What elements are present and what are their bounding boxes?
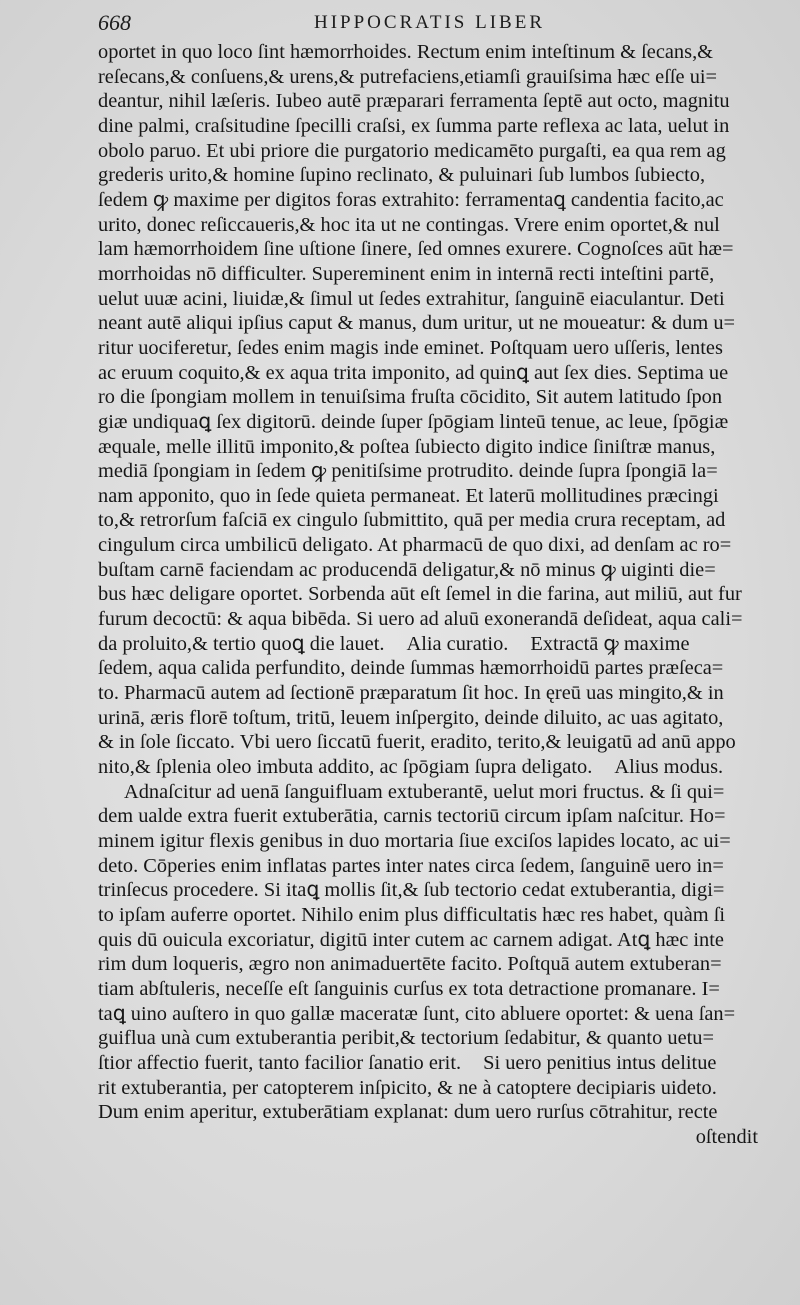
text-segment: Si uero penitius intus delitue	[483, 1051, 717, 1074]
section-heading-alius-modus: Alius modus.	[614, 756, 724, 779]
text-line: ritur uociferetur, ſedes enim magis inde eminet. Poſtquam uero uſſeris, lentes	[98, 336, 723, 359]
paragraph-start-line: Adnaſcitur ad uenā ſanguifluam extuberantē, uelut mori fructus. & ſi qui=	[124, 780, 725, 803]
text-line: tiam abſtuleris, neceſſe eſt ſanguinis curſus ex tota detractione promanare. I=	[98, 977, 720, 1000]
text-line: obolo paruo. Et ubi priore die purgatorio medicamēto purgaſti, ea qua rem ag	[98, 139, 726, 162]
page-number: 668	[98, 10, 131, 35]
text-line: nam apponito, quo in ſede quieta permaneat. Et laterū mollitudines præcingi	[98, 484, 719, 507]
text-line: cingulum circa umbilicū deligato. At pharmacū de quo dixi, ad denſam ac ro=	[98, 534, 732, 557]
text-line: rit extuberantia, per catopterem inſpicito, & ne à catoptere decipiaris uideto.	[98, 1076, 717, 1099]
text-line: oportet in quo loco ſint hæmorrhoides. Rectum enim inteſtinum & ſecans,&	[98, 41, 714, 63]
text-line: uelut uuæ acini, liuidæ,& ſimul ut ſedes extrahitur, ſanguinē eiaculantur. Deti	[98, 287, 725, 310]
text-line: deto. Cōperies enim inflatas partes inter nates circa ſedem, ſanguinē uero in=	[98, 854, 724, 877]
text-line: neant autē aliqui ipſius caput & manus, dum uritur, ut ne moueatur: & dum u=	[98, 312, 736, 335]
text-line: ro die ſpongiam mollem in tenuiſsima fruſta cōcidito, Sit autem latitudo ſpon	[98, 386, 723, 409]
text-line: ſedem ꝙ maxime per digitos foras extrahito: ferramentaꝗ candentia facito,ac	[98, 188, 724, 211]
text-line: to. Pharmacū autem ad ſectionē præparatum ſit hoc. In ęreū uas mingito,& in	[98, 682, 724, 705]
text-line: rim dum loqueris, ægro non animaduertēte facito. Poſtquā autem extuberan=	[98, 953, 722, 976]
text-line: mediā ſpongiam in ſedem ꝙ penitiſsime protrudito. deinde ſupra ſpongiā la=	[98, 460, 718, 483]
text-line: bus hæc deligare oportet. Sorbenda aūt eſt ſemel in die farina, aut miliū, aut fur	[98, 583, 742, 606]
section-heading-alia-curatio: Alia curatio.	[406, 632, 509, 655]
text-segment: nito,& ſplenia oleo imbuta addito, ac ſpōgiam ſupra deligato.	[98, 756, 593, 779]
body-text	[98, 40, 758, 1150]
text-line: giæ undiquaꝗ ſex digitorū. deinde ſuper ſpōgiam linteū tenue, ac leue, ſpōgiæ	[98, 410, 729, 433]
text-line: grederis urito,& homine ſupino reclinato, & puluinari ſub lumbos ſubiecto,	[98, 164, 706, 187]
text-line: urinā, æris florē toſtum, tritū, leuem inſpergito, deinde diluito, ac uas agitato,	[98, 706, 724, 729]
text-line: dine palmi, craſsitudine ſpecilli craſsi, ex ſumma parte reflexa ac lata, uelut in	[98, 114, 730, 137]
text-line: quis dū ouicula excoriatur, digitū inter cutem ac carnem adigat. Atꝗ hæc inte	[98, 928, 724, 951]
text-line: furum decoctū: & aqua bibēda. Si uero ad aluū exonerandā deſideat, aqua cali=	[98, 608, 743, 631]
text-line-with-heading	[98, 1051, 758, 1076]
text-line: deantur, nihil læſeris. Iubeo autē præparari ferramenta ſeptē aut octo, magnitu	[98, 90, 730, 113]
text-line: lam hæmorrhoidem ſine uſtione ſinere, ſed omnes exurere. Cognoſces aūt hæ=	[98, 238, 734, 261]
text-segment: Extractā ꝙ maxime	[530, 632, 690, 655]
text-line: to ipſam auferre oportet. Nihilo enim plus difficultatis hæc res habet, quàm ſi	[98, 903, 726, 926]
page-header	[98, 10, 762, 38]
text-line: buſtam carnē faciendam ac producendā deligatur,& nō minus ꝙ uiginti die=	[98, 558, 716, 581]
text-line-with-heading	[98, 755, 758, 780]
text-line: & in ſole ſiccato. Vbi uero ſiccatū fuerit, eradito, terito,& leuigatū ad anū appo	[98, 731, 736, 754]
text-line: reſecans,& conſuens,& urens,& putrefaciens,etiamſi grauiſsima hæc eſſe ui=	[98, 65, 718, 88]
running-title: HIPPOCRATIS LIBER	[314, 12, 545, 33]
text-line: urito, donec reſiccaueris,& hoc ita ut ne contingas. Vrere enim oportet,& nul	[98, 213, 720, 236]
text-line: guiflua unà cum extuberantia peribit,& tectorium ſedabitur, & quanto uetu=	[98, 1027, 714, 1050]
text-segment: da proluito,& tertio quoꝗ die lauet.	[98, 632, 385, 655]
text-line: morrhoidas nō difficulter. Supereminent enim in internā recti inteſtini partē,	[98, 262, 715, 285]
text-segment: ſtior affectio fuerit, tanto facilior ſanatio erit.	[98, 1051, 462, 1074]
text-line-with-heading	[98, 632, 758, 657]
text-line: æquale, melle illitū imponito,& poſtea ſubiecto digito indice ſiniſtræ manus,	[98, 435, 716, 458]
text-line: dem ualde extra fuerit extuberātia, carnis tectoriū circum ipſam naſcitur. Ho=	[98, 805, 726, 828]
text-line: to,& retrorſum faſciā ex cingulo ſubmittito, quā per media crura receptam, ad	[98, 509, 726, 532]
text-line: Dum enim aperitur, extuberātiam explanat: dum uero rurſus cōtrahitur, recte	[98, 1101, 718, 1124]
catchword: oſtendit	[695, 1125, 758, 1148]
text-line: ſedem, aqua calida perfundito, deinde ſummas hæmorrhoidū partes præſeca=	[98, 657, 724, 680]
text-line: minem igitur flexis genibus in duo mortaria ſiue exciſos lapides locato, ac ui=	[98, 830, 731, 852]
text-line: trinſecus procedere. Si itaꝗ mollis ſit,& ſub tectorio cedat extuberantia, digi=	[98, 879, 725, 902]
text-line: ac eruum coquito,& ex aqua trita imponito, ad quinꝗ aut ſex dies. Septima ue	[98, 361, 729, 384]
text-line: taꝗ uino auſtero in quo gallæ maceratæ ſunt, cito abluere oportet: & uena ſan=	[98, 1002, 736, 1025]
